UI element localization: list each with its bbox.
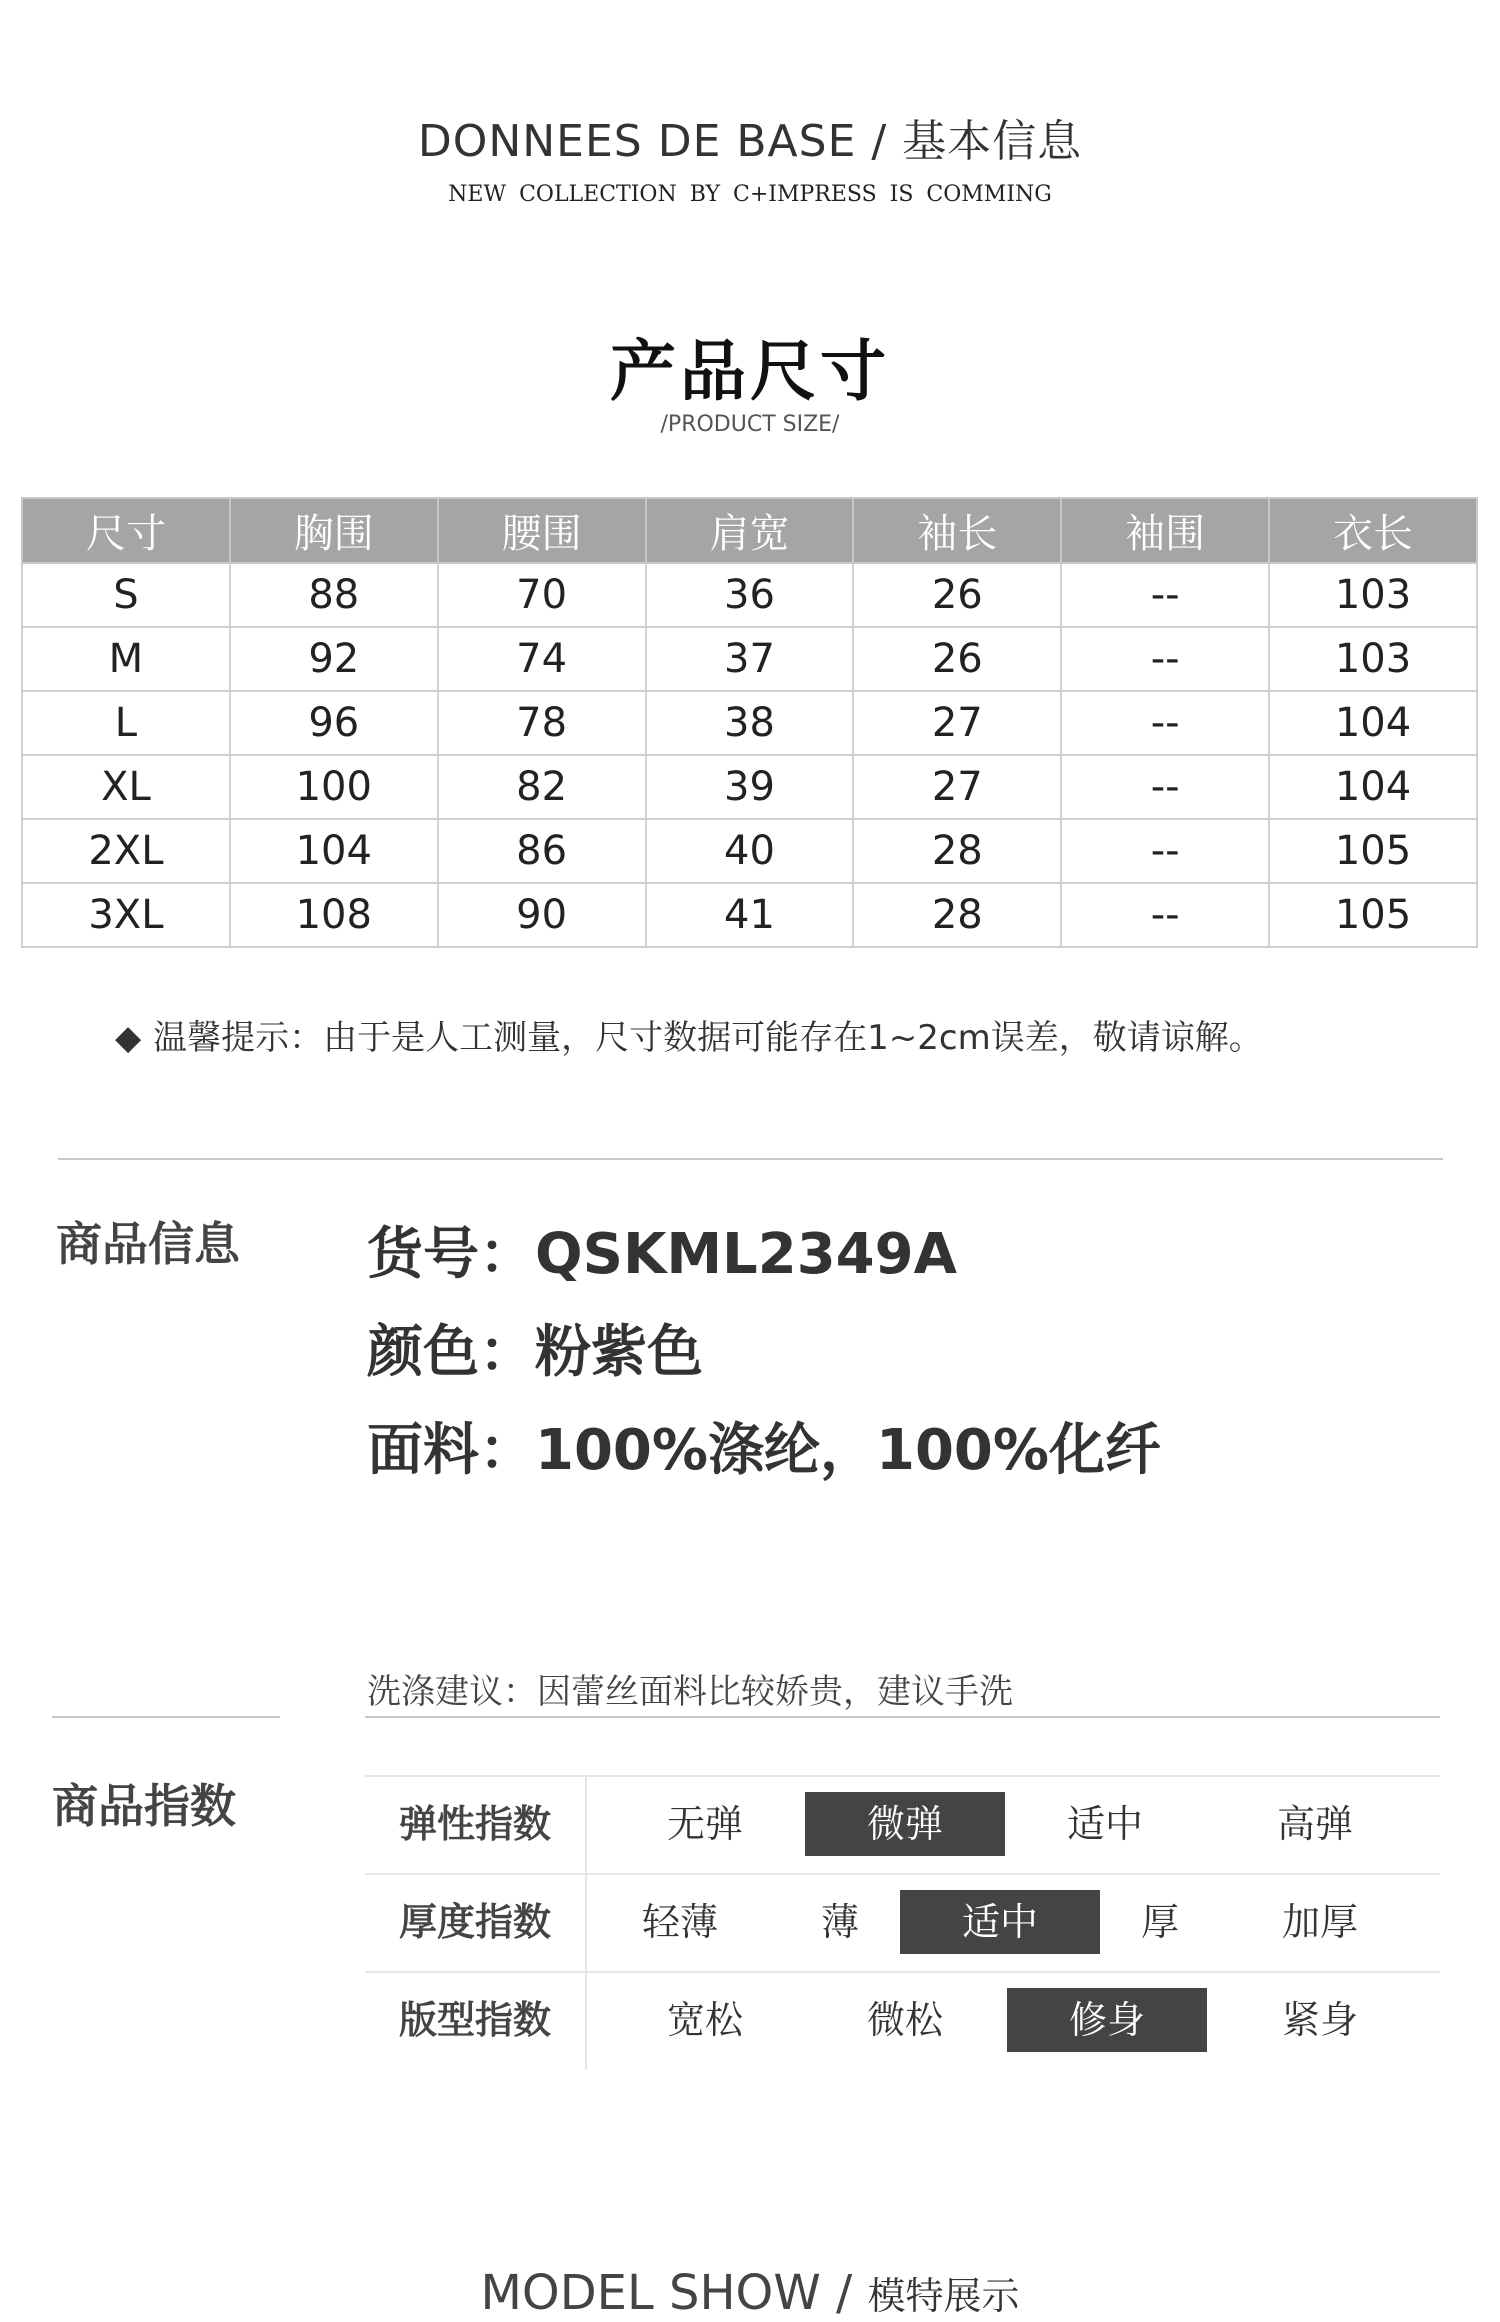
column-header: 袖长 — [853, 498, 1061, 563]
wash-advice: 洗涤建议：因蕾丝面料比较娇贵，建议手洗 — [367, 1672, 1013, 1712]
table-cell: 3XL — [22, 883, 230, 947]
column-header: 肩宽 — [646, 498, 854, 563]
column-header: 衣长 — [1269, 498, 1477, 563]
table-cell: 74 — [438, 627, 646, 691]
table-cell: -- — [1061, 563, 1269, 627]
table-cell: 27 — [853, 691, 1061, 755]
product-fabric: 面料：100%涤纶，100%化纤 — [367, 1418, 1162, 1483]
size-section-subtitle: /PRODUCT SIZE/ — [660, 412, 840, 437]
table-cell: M — [22, 627, 230, 691]
product-index-grid — [365, 1775, 1440, 2070]
measurement-tip — [115, 1010, 1263, 1059]
table-cell: 39 — [646, 755, 854, 819]
table-cell: 78 — [438, 691, 646, 755]
table-cell: 41 — [646, 883, 854, 947]
table-row — [22, 883, 1477, 947]
column-header: 腰围 — [438, 498, 646, 563]
table-cell: 70 — [438, 563, 646, 627]
model-show-heading — [0, 2265, 1500, 2321]
table-cell: 82 — [438, 755, 646, 819]
table-row — [22, 627, 1477, 691]
table-cell: L — [22, 691, 230, 755]
table-cell: 40 — [646, 819, 854, 883]
header-title: DONNEES DE BASE / 基本信息 — [417, 116, 1083, 167]
size-table — [21, 497, 1478, 948]
table-cell: 90 — [438, 883, 646, 947]
model-show-title-cn: 模特展示 — [867, 2274, 1020, 2318]
table-cell: 26 — [853, 563, 1061, 627]
elasticity-index-row — [365, 1775, 1440, 1873]
index-option: 宽松 — [666, 1998, 743, 2042]
product-info-label: 商品信息 — [56, 1217, 240, 1271]
product-color: 颜色：粉紫色 — [367, 1320, 703, 1385]
table-cell: 92 — [230, 627, 438, 691]
table-cell: -- — [1061, 627, 1269, 691]
column-header: 尺寸 — [22, 498, 230, 563]
index-row-label: 版型指数 — [398, 1998, 551, 2042]
thickness-index-row — [365, 1873, 1440, 1971]
item-number: 货号：QSKML2349A — [367, 1222, 957, 1287]
table-cell: S — [22, 563, 230, 627]
size-table-header-row — [22, 498, 1477, 563]
table-cell: 36 — [646, 563, 854, 627]
section-divider — [58, 1158, 1443, 1160]
table-cell: 105 — [1269, 819, 1477, 883]
table-cell: 88 — [230, 563, 438, 627]
index-option-selected: 修身 — [1007, 1988, 1207, 2052]
table-cell: -- — [1061, 819, 1269, 883]
table-cell: 27 — [853, 755, 1061, 819]
table-row — [22, 755, 1477, 819]
table-cell: 104 — [1269, 691, 1477, 755]
table-cell: 104 — [230, 819, 438, 883]
index-option: 厚 — [1140, 1900, 1179, 1944]
index-option: 高弹 — [1276, 1802, 1353, 1846]
table-cell: 37 — [646, 627, 854, 691]
table-cell: 38 — [646, 691, 854, 755]
index-option: 加厚 — [1281, 1900, 1358, 1944]
index-option-selected: 适中 — [900, 1890, 1100, 1954]
index-option: 紧身 — [1281, 1998, 1358, 2042]
index-row-label: 厚度指数 — [398, 1900, 551, 1944]
column-header: 胸围 — [230, 498, 438, 563]
table-cell: XL — [22, 755, 230, 819]
table-cell: 26 — [853, 627, 1061, 691]
table-row — [22, 691, 1477, 755]
table-cell: 105 — [1269, 883, 1477, 947]
table-cell: 108 — [230, 883, 438, 947]
index-option: 微松 — [866, 1998, 943, 2042]
table-cell: 104 — [1269, 755, 1477, 819]
table-cell: 28 — [853, 883, 1061, 947]
index-option: 适中 — [1066, 1802, 1143, 1846]
header-subtitle: NEW COLLECTION BY C+IMPRESS IS COMMING — [448, 182, 1052, 207]
table-row — [22, 563, 1477, 627]
fit-index-row — [365, 1971, 1440, 2069]
section-divider — [52, 1716, 280, 1718]
section-divider — [365, 1716, 1440, 1718]
table-cell: 103 — [1269, 627, 1477, 691]
model-show-title: MODEL SHOW / — [480, 2265, 853, 2321]
table-cell: -- — [1061, 755, 1269, 819]
table-cell: -- — [1061, 883, 1269, 947]
index-option-selected: 微弹 — [805, 1792, 1005, 1856]
tip-text: 温馨提示：由于是人工测量，尺寸数据可能存在1~2cm误差，敬请谅解。 — [153, 1018, 1263, 1058]
table-cell: -- — [1061, 691, 1269, 755]
table-cell: 103 — [1269, 563, 1477, 627]
table-cell: 86 — [438, 819, 646, 883]
diamond-bullet-icon: ◆ — [115, 1018, 142, 1058]
index-row-label: 弹性指数 — [398, 1802, 551, 1846]
index-option: 无弹 — [666, 1802, 743, 1846]
table-row — [22, 819, 1477, 883]
column-header: 袖围 — [1061, 498, 1269, 563]
table-cell: 2XL — [22, 819, 230, 883]
index-option: 轻薄 — [641, 1900, 718, 1944]
table-cell: 96 — [230, 691, 438, 755]
size-section-title: 产品尺寸 — [610, 333, 890, 410]
table-cell: 100 — [230, 755, 438, 819]
product-index-label: 商品指数 — [52, 1779, 236, 1833]
table-cell: 28 — [853, 819, 1061, 883]
index-option: 薄 — [820, 1900, 859, 1944]
